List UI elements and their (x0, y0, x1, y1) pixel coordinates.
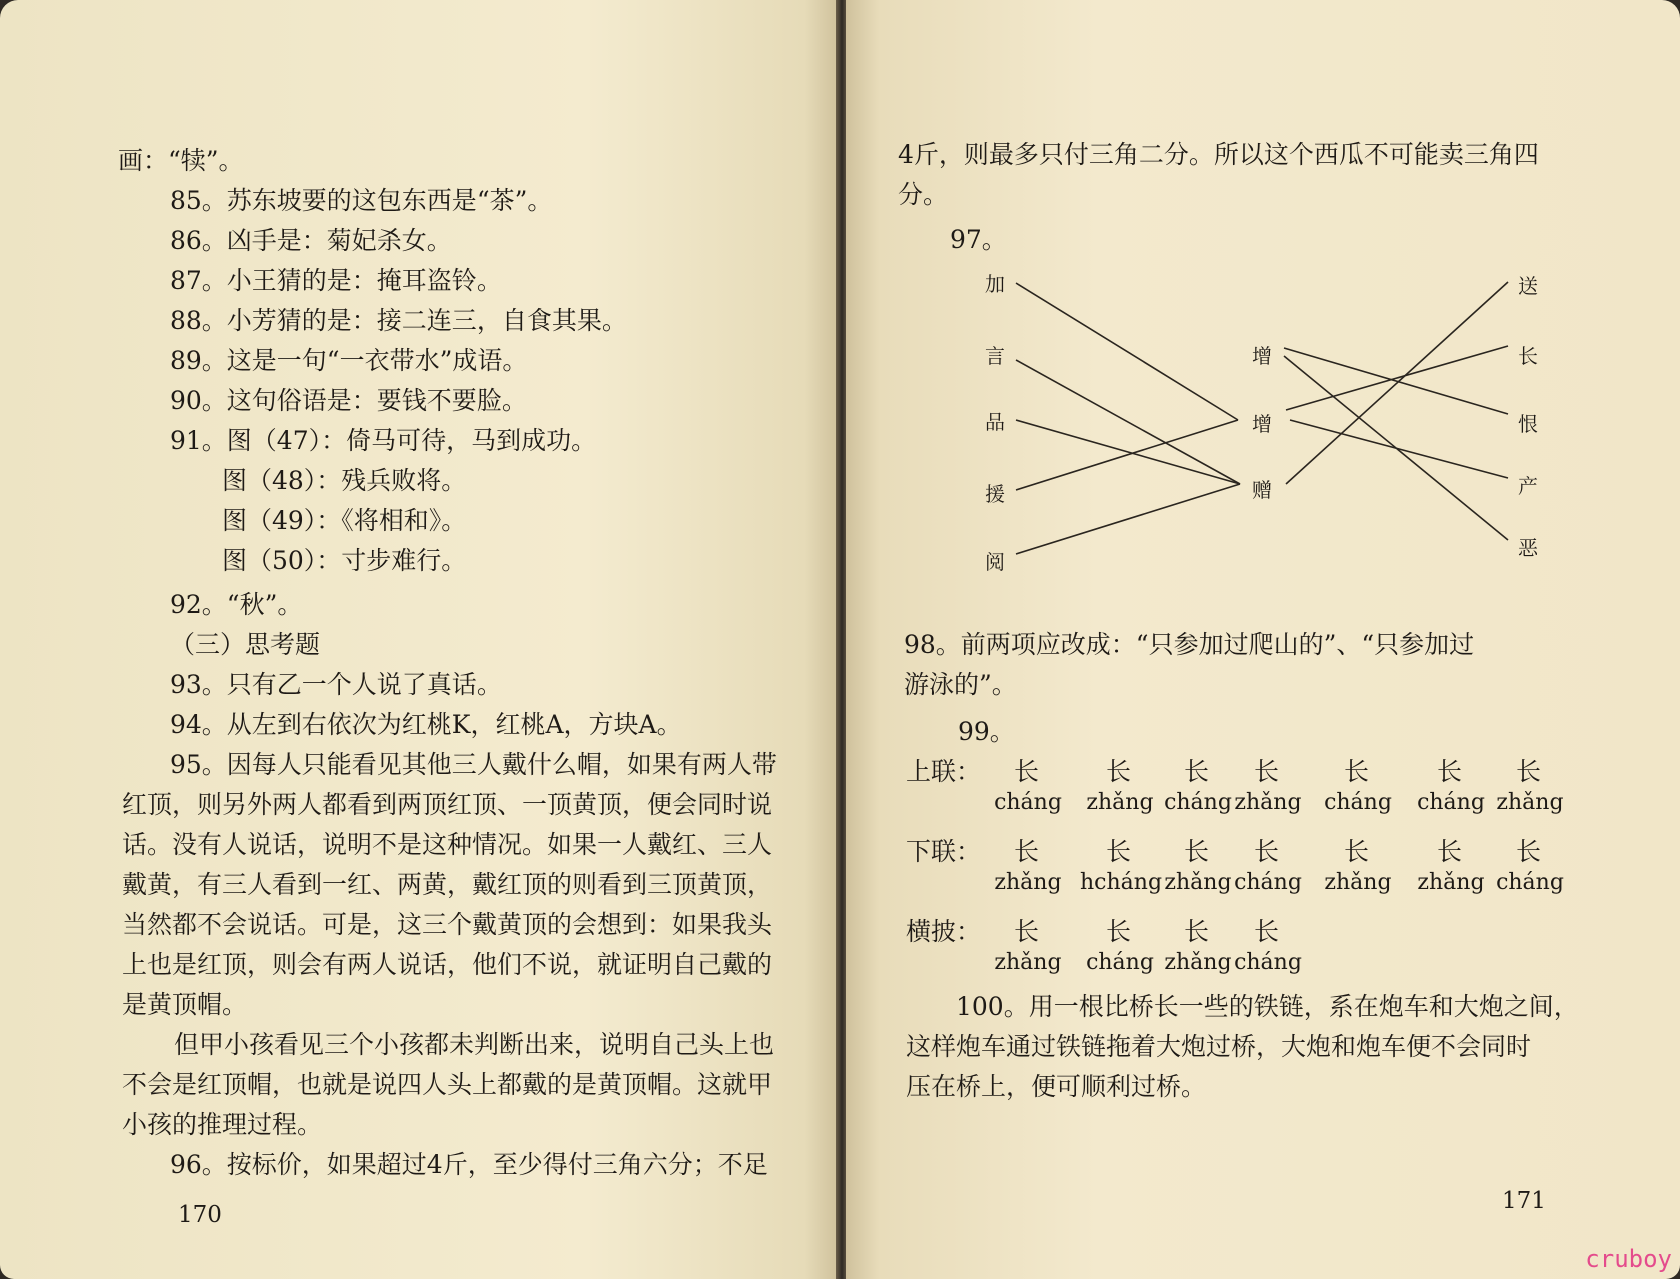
couplet-character: 长 (1184, 917, 1210, 946)
couplet-character: 长 (1106, 917, 1132, 946)
couplet-pinyin: zhǎng (1086, 790, 1154, 815)
page-number: 171 (1502, 1188, 1546, 1214)
diagram-line (1286, 346, 1508, 410)
couplet-character: 长 (1516, 837, 1542, 866)
couplet-character: 长 (1254, 837, 1280, 866)
diagram-left-char: 阅 (985, 550, 1005, 574)
text-line: 96。按标价，如果超过4斤，至少得付三角六分；不足 (170, 1150, 768, 1179)
diagram-middle-char: 增 (1252, 412, 1272, 436)
couplet-character: 长 (1254, 917, 1280, 946)
lower-couplet-label: 下联： (906, 837, 982, 866)
couplet-pinyin: zhǎng (1496, 790, 1564, 815)
text-line: 戴黄，有三人看到一红、两黄，戴红顶的则看到三顶黄顶， (122, 870, 773, 899)
text-line: 上也是红顶，则会有两人说话，他们不说，就证明自己戴的 (122, 950, 773, 979)
couplet-pinyin: hcháng (1080, 870, 1163, 895)
couplet-character: 长 (1254, 757, 1280, 786)
section-heading: （三）思考题 (170, 630, 321, 659)
couplet-pinyin: zhǎng (1417, 870, 1485, 895)
text-line: 红顶，则另外两人都看到两顶红顶、一顶黄顶，便会同时说 (122, 790, 773, 819)
couplet-pinyin: cháng (1234, 870, 1302, 895)
text-line: 是黄顶帽。 (122, 990, 248, 1019)
couplet-pinyin: zhǎng (1164, 950, 1232, 975)
couplet-pinyin: zhǎng (994, 950, 1062, 975)
watermark: cruboy (1585, 1245, 1672, 1273)
text-line: 当然都不会说话。可是，这三个戴黄顶的会想到：如果我头 (122, 910, 773, 939)
upper-couplet-label: 上联： (906, 757, 982, 786)
couplet-character: 长 (1437, 837, 1463, 866)
text-line: 话。没有人说话，说明不是这种情况。如果一人戴红、三人 (122, 830, 773, 859)
diagram-line (1016, 283, 1238, 420)
couplet-character: 长 (1437, 757, 1463, 786)
diagram-line (1016, 360, 1240, 484)
text-line: 图（49）：《将相和》。 (222, 506, 467, 535)
couplet-character: 长 (1516, 757, 1542, 786)
diagram-right-char: 送 (1518, 274, 1538, 298)
couplet-character: 长 (1184, 837, 1210, 866)
diagram-line (1016, 420, 1238, 490)
text-line: 87。小王猜的是：掩耳盗铃。 (170, 266, 502, 295)
text-line: 88。小芳猜的是：接二连三，自食其果。 (170, 306, 627, 335)
text-line: 游泳的”。 (904, 670, 1017, 699)
couplet-pinyin: zhǎng (994, 870, 1062, 895)
couplet-character: 长 (1014, 757, 1040, 786)
diagram-right-char: 恨 (1518, 412, 1538, 436)
text-line: 压在桥上，便可顺利过桥。 (906, 1072, 1207, 1101)
couplet-pinyin: zhǎng (1164, 870, 1232, 895)
text-line: 这样炮车通过铁链拖着大炮过桥，大炮和炮车便不会同时 (906, 1032, 1532, 1061)
couplet-pinyin: cháng (1086, 950, 1154, 975)
text-line: 93。只有乙一个人说了真话。 (170, 670, 502, 699)
diagram-right-char: 产 (1518, 474, 1538, 498)
couplet-pinyin: cháng (994, 790, 1062, 815)
text-line: 4斤，则最多只付三角二分。所以这个西瓜不可能卖三角四 (898, 140, 1539, 169)
text-line: 85。苏东坡要的这包东西是“茶”。 (170, 186, 553, 215)
couplet-character: 长 (1014, 917, 1040, 946)
text-line: 图（50）：寸步难行。 (222, 546, 467, 575)
couplet-character: 长 (1106, 837, 1132, 866)
couplet-pinyin: cháng (1417, 790, 1485, 815)
diagram-line (1284, 348, 1508, 414)
couplet-character: 长 (1106, 757, 1132, 786)
item-97-label: 97。 (950, 225, 1007, 254)
text-line: 95。因每人只能看见其他三人戴什么帽，如果有两人带 (170, 750, 777, 779)
text-line: 100。用一根比桥长一些的铁链，系在炮车和大炮之间， (956, 992, 1579, 1021)
couplet-pinyin: cháng (1164, 790, 1232, 815)
text-line: 画：“犊”。 (118, 146, 244, 175)
text-line: 98。前两项应改成：“只参加过爬山的”、“只参加过 (904, 630, 1475, 659)
diagram-right-char: 长 (1518, 344, 1538, 368)
text-line: 92。“秋”。 (170, 590, 303, 619)
diagram-left-char: 品 (985, 410, 1005, 434)
text-line: 小孩的推理过程。 (122, 1110, 323, 1139)
couplet-pinyin: cháng (1496, 870, 1564, 895)
couplet-pinyin: cháng (1324, 790, 1392, 815)
diagram-line (1286, 282, 1508, 484)
diagram-left-char: 加 (985, 272, 1005, 296)
text-line: 91。图（47）：倚马可待，马到成功。 (170, 426, 597, 455)
couplet-character: 长 (1014, 837, 1040, 866)
diagram-left-char: 言 (985, 344, 1005, 368)
couplet-character: 长 (1344, 757, 1370, 786)
couplet-pinyin: zhǎng (1324, 870, 1392, 895)
couplet-pinyin: zhǎng (1234, 790, 1302, 815)
diagram-middle-char: 赠 (1252, 478, 1272, 502)
text-line: 86。凶手是：菊妃杀女。 (170, 226, 452, 255)
couplet-character: 长 (1184, 757, 1210, 786)
horizontal-scroll-label: 横披： (906, 917, 982, 946)
text-line: 不会是红顶帽，也就是说四人头上都戴的是黄顶帽。这就甲 (122, 1070, 773, 1099)
diagram-left-char: 援 (985, 482, 1005, 506)
diagram-line (1290, 420, 1508, 478)
couplet-character: 长 (1344, 837, 1370, 866)
text-line: 分。 (898, 180, 949, 209)
text-line: 90。这句俗语是：要钱不要脸。 (170, 386, 527, 415)
diagram-middle-char: 增 (1252, 344, 1272, 368)
item-99-label: 99。 (958, 717, 1015, 746)
couplet-pinyin: cháng (1234, 950, 1302, 975)
text-line: 图（48）：残兵败将。 (222, 466, 467, 495)
text-line: 94。从左到右依次为红桃K，红桃A，方块A。 (170, 710, 682, 739)
diagram-line (1016, 484, 1240, 554)
text-line: 但甲小孩看见三个小孩都未判断出来，说明自己头上也 (174, 1030, 775, 1059)
text-line: 89。这是一句“一衣带水”成语。 (170, 346, 528, 375)
page-number: 170 (178, 1202, 222, 1228)
diagram-right-char: 恶 (1518, 536, 1538, 560)
